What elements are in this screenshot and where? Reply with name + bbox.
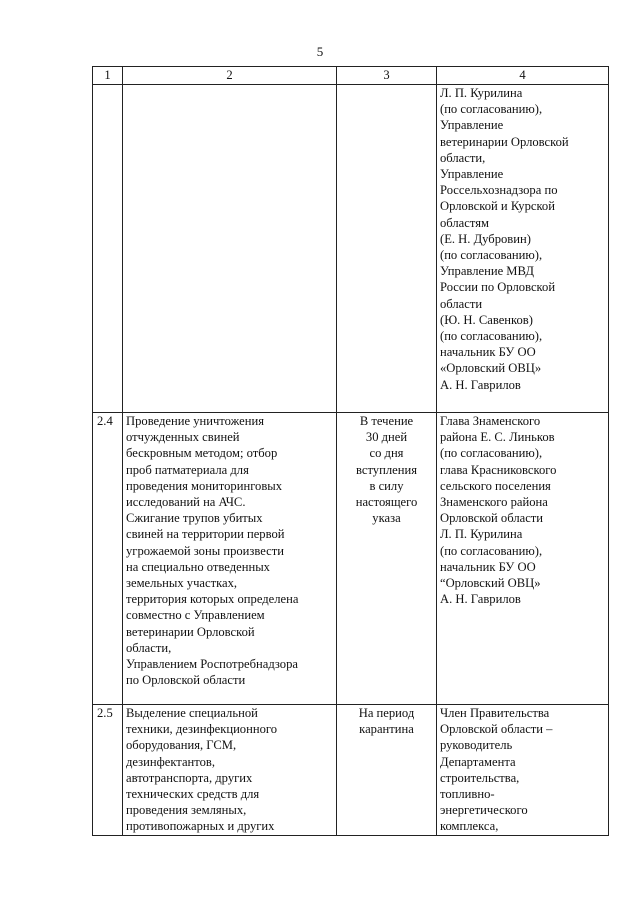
action-line: технических средств для (126, 787, 260, 802)
responsible-line: Член Правительства (440, 706, 550, 720)
responsible-line: ветеринарии Орловской (440, 134, 569, 149)
responsible-line: Управление МВД (440, 264, 535, 279)
term-cell (337, 413, 437, 705)
responsible-line: сельского поселения (440, 478, 551, 493)
action-line: Управлением Роспотребнадзора (126, 657, 298, 672)
header-col-1: 1 (93, 67, 123, 85)
responsible-cell (437, 413, 609, 705)
action-line: области, (126, 640, 172, 655)
responsible-cell (437, 705, 609, 836)
responsible-line: начальник БУ ОО (440, 345, 536, 360)
action-line: совместно с Управлением (126, 608, 265, 623)
action-cell (123, 85, 337, 413)
action-line: исследований на АЧС. (126, 495, 246, 510)
term-cell (337, 705, 437, 836)
responsible-line: (по согласованию), (440, 446, 543, 461)
table-row (93, 705, 609, 836)
responsible-line: А. Н. Гаврилов (440, 592, 521, 607)
responsible-line: руководитель (440, 738, 513, 753)
responsible-line: области (440, 296, 483, 311)
item-number: 2.4 (93, 413, 123, 705)
responsible-cell (437, 85, 609, 413)
term-line: указа (372, 511, 401, 526)
action-line: бескровным методом; отбор (126, 446, 278, 461)
responsible-line: топливно- (440, 787, 495, 802)
table-row (93, 85, 609, 413)
responsible-line: строительства, (440, 770, 520, 785)
header-col-2: 2 (123, 67, 337, 85)
action-line: автотранспорта, других (126, 770, 253, 785)
responsible-line: Управление (440, 167, 504, 182)
responsible-line: «Орловский ОВЦ» (440, 361, 542, 376)
responsible-line: Департамента (440, 754, 516, 769)
action-line: свиней на территории первой (126, 527, 285, 542)
action-line: ветеринарии Орловской (126, 624, 255, 639)
action-line: противопожарных и других (126, 819, 275, 834)
responsible-line: (по согласованию), (440, 102, 543, 117)
action-line: Сжигание трупов убитых (126, 511, 263, 526)
responsible-line: (по согласованию), (440, 248, 543, 263)
action-line: угрожаемой зоны произвести (126, 543, 284, 558)
responsible-line: Орловской области – (440, 722, 553, 737)
responsible-line: Знаменского района (440, 495, 548, 510)
action-cell (123, 705, 337, 836)
responsible-line: (Ю. Н. Савенков) (440, 312, 533, 327)
responsible-line: области, (440, 150, 486, 165)
term-line: 30 дней (365, 430, 408, 445)
action-cell (123, 413, 337, 705)
measures-table (92, 66, 609, 836)
responsible-line: Орловской и Курской (440, 199, 555, 214)
action-line: по Орловской области (126, 673, 246, 688)
action-line: оборудования, ГСМ, (126, 738, 237, 753)
item-number (93, 85, 123, 413)
action-line: проб патматериала для (126, 462, 249, 477)
term-cell (337, 85, 437, 413)
action-line: отчужденных свиней (126, 430, 240, 445)
responsible-line: начальник БУ ОО (440, 559, 536, 574)
responsible-line: Россельхознадзора по (440, 183, 558, 198)
responsible-line: России по Орловской (440, 280, 556, 295)
responsible-line: глава Красниковского (440, 462, 557, 477)
header-col-4: 4 (437, 67, 609, 85)
responsible-line: Л. П. Курилина (440, 527, 523, 542)
action-line: Выделение специальной (126, 706, 258, 720)
responsible-line: (по согласованию), (440, 543, 543, 558)
responsible-line: Управление (440, 118, 504, 133)
action-line: территория которых определена (126, 592, 299, 607)
responsible-line: областям (440, 215, 489, 230)
table-row (93, 413, 609, 705)
responsible-line: А. Н. Гаврилов (440, 377, 521, 392)
term-line: настоящего (355, 495, 418, 510)
term-line: В течение (359, 414, 414, 428)
action-line: на специально отведенных (126, 559, 270, 574)
action-line: техники, дезинфекционного (126, 722, 278, 737)
responsible-line: (Е. Н. Дубровин) (440, 231, 531, 246)
action-line: Проведение уничтожения (126, 414, 265, 428)
action-line: земельных участках, (126, 576, 238, 591)
action-line: проведения земляных, (126, 803, 247, 818)
term-line: со дня (369, 446, 404, 461)
responsible-line: (по согласованию), (440, 329, 543, 344)
responsible-line: Орловской области (440, 511, 544, 526)
term-line: На период (358, 706, 415, 720)
responsible-line: энергетического (440, 803, 528, 818)
action-line: дезинфектантов, (126, 754, 216, 769)
table-header-row (93, 67, 609, 85)
responsible-line: Л. П. Курилина (440, 86, 523, 100)
responsible-line: комплекса, (440, 819, 499, 834)
responsible-line: “Орловский ОВЦ» (440, 576, 541, 591)
page-number: 5 (316, 44, 324, 59)
responsible-line: района Е. С. Линьков (440, 430, 555, 445)
item-number: 2.5 (93, 705, 123, 836)
term-line: карантина (359, 722, 414, 737)
term-line: в силу (369, 478, 404, 493)
header-col-3: 3 (337, 67, 437, 85)
responsible-line: Глава Знаменского (440, 414, 541, 428)
term-line: вступления (356, 462, 417, 477)
action-line: проведения мониторинговых (126, 478, 283, 493)
